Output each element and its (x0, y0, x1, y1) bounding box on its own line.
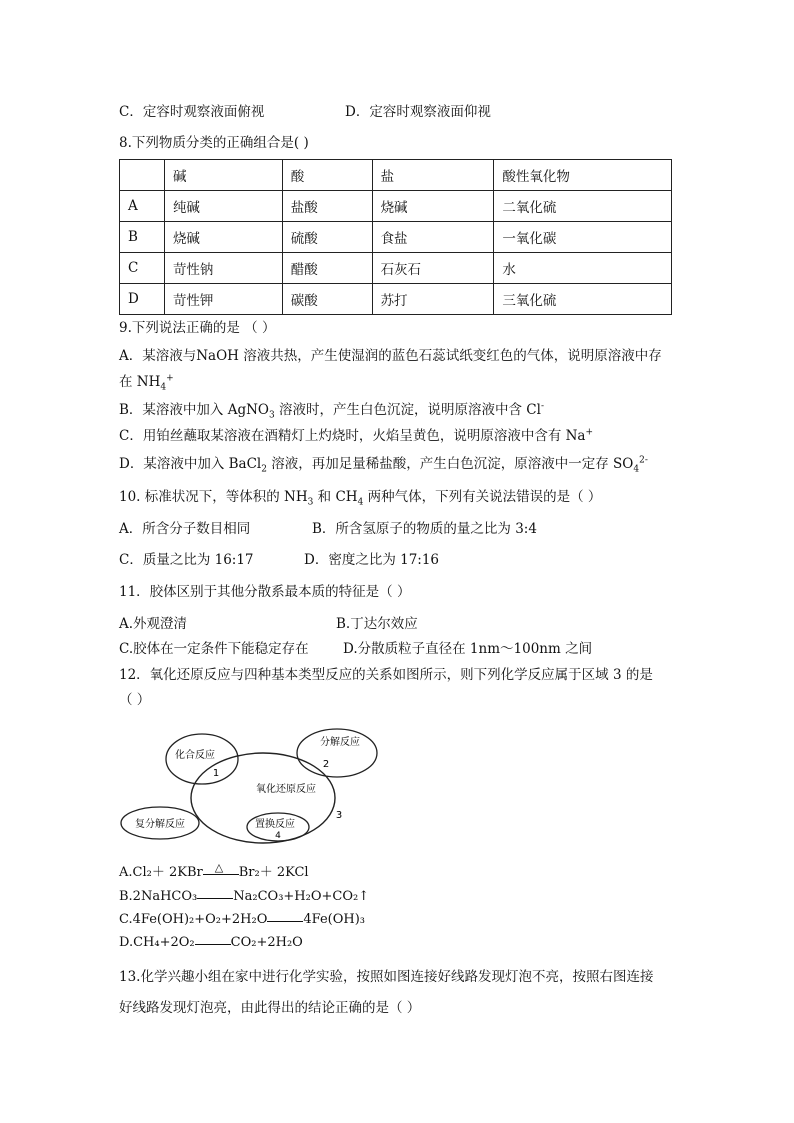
table-cell: 苏打 (372, 284, 494, 315)
subscript: 3 (307, 497, 314, 508)
q11-stem: 11．胶体区别于其他分散系最本质的特征是（ ） (119, 584, 411, 600)
subscript: 3 (268, 410, 275, 421)
q7-option-c: C．定容时观察液面俯视 (119, 104, 265, 120)
text: 两种气体，下列有关说法错误的是（ ） (363, 489, 602, 505)
table-cell: 硫酸 (282, 222, 372, 253)
table-row (120, 253, 672, 284)
table-cell: 醋酸 (282, 253, 372, 284)
table-cell: C (120, 253, 165, 284)
table-cell: 石灰石 (372, 253, 494, 284)
table-cell: D (120, 284, 165, 315)
subscript: 4 (357, 497, 364, 508)
table-cell: 水 (494, 253, 672, 284)
equation-products: CO₂+2H₂O (230, 935, 303, 950)
table-cell: 苛性钾 (164, 284, 282, 315)
q7-option-d: D．定容时观察液面仰视 (345, 104, 491, 120)
heat-condition: △ (214, 860, 224, 874)
table-cell: 盐酸 (282, 191, 372, 222)
reaction-arrow (203, 860, 239, 879)
table-cell: 烧碱 (372, 191, 494, 222)
table-header-cell: 碱 (164, 160, 282, 191)
text: 在 NH (119, 374, 161, 390)
q8-stem: 8.下列物质分类的正确组合是( ) (119, 135, 309, 151)
text: C．用铂丝蘸取某溶液在酒精灯上灼烧时，火焰呈黄色，说明原溶液中含有 Na (119, 428, 586, 444)
equation-reactants: D.CH₄+2O₂ (119, 935, 195, 950)
label-double-decomposition: 复分解反应 (135, 819, 185, 830)
q11-option-c: C.胶体在一定条件下能稳定存在 (119, 641, 309, 657)
q11-option-b: B.丁达尔效应 (336, 616, 418, 632)
table-header-cell: 酸 (282, 160, 372, 191)
text: 溶液时，产生白色沉淀，说明原溶液中含 Cl (274, 402, 541, 418)
label-combination: 化合反应 (175, 750, 215, 761)
equation-products: 4Fe(OH)₃ (303, 912, 365, 927)
q9-option-d (119, 454, 648, 474)
region-3-label: 3 (335, 810, 343, 821)
table-cell: 烧碱 (164, 222, 282, 253)
q12-option-c (119, 910, 365, 930)
region-1-label: 1 (212, 768, 220, 779)
q10-option-a: A．所含分子数目相同 (119, 521, 251, 537)
q13-stem: 13.化学兴趣小组在家中进行化学实验，按照如图连接好线路发现灯泡不亮，按照右图连接 (119, 969, 654, 985)
text: 溶液，再加足量稀盐酸，产生白色沉淀，原溶液中一定存 SO (266, 456, 634, 472)
table-row (120, 191, 672, 222)
text: D．某溶液中加入 BaCl (119, 456, 262, 472)
text: 10. 标准状况下，等体积的 NH (119, 489, 308, 505)
equation-products: Na₂CO₃+H₂O+CO₂↑ (233, 889, 370, 904)
subscript: 4 (160, 382, 167, 393)
q9-option-a: A．某溶液与NaOH 溶液共热，产生使湿润的蓝色石蕊试纸变红色的气体，说明原溶液中存 (119, 348, 662, 364)
subscript: 4 (633, 464, 640, 475)
reaction-arrow (195, 937, 231, 949)
q10-option-c: C．质量之比为 16:17 (119, 552, 254, 568)
text: 和 CH (313, 489, 358, 505)
table-header-row (120, 160, 672, 191)
table-cell: 三氧化硫 (494, 284, 672, 315)
q11-option-d: D.分散质粒子直径在 1nm～100nm 之间 (343, 641, 593, 657)
subscript: 2 (261, 464, 267, 475)
table-cell: A (120, 191, 165, 222)
q12-stem-cont: （ ） (119, 692, 151, 708)
q10-stem (119, 487, 601, 507)
q12-option-a (119, 860, 309, 883)
equation-reactants: B.2NaHCO₃ (119, 889, 198, 904)
table-cell: 苛性钠 (164, 253, 282, 284)
label-redox: 氧化还原反应 (256, 784, 316, 795)
label-displacement: 置换反应 (255, 819, 295, 830)
table-row (120, 222, 672, 253)
reaction-arrow (197, 891, 233, 903)
q12-option-d (119, 933, 303, 953)
table-header-cell: 酸性氧化物 (494, 160, 672, 191)
q12-stem: 12．氧化还原反应与四种基本类型反应的关系如图所示，则下列化学反应属于区域 3 的是 (119, 667, 653, 683)
q9-option-b (119, 400, 544, 420)
table-cell: B (120, 222, 165, 253)
region-4-label: 4 (275, 831, 281, 841)
equation-products: Br₂＋ 2KCl (238, 865, 309, 880)
table-header-cell: 盐 (372, 160, 494, 191)
table-header-cell (120, 160, 165, 191)
superscript: + (166, 373, 174, 384)
reaction-relationship-diagram (119, 728, 394, 848)
table-cell: 碳酸 (282, 284, 372, 315)
table-cell: 二氧化硫 (494, 191, 672, 222)
classification-table (119, 159, 672, 315)
q11-option-a: A.外观澄清 (119, 616, 188, 632)
table-cell: 一氧化碳 (494, 222, 672, 253)
table-cell: 纯碱 (164, 191, 282, 222)
table-row (120, 284, 672, 315)
q12-option-b (119, 887, 369, 907)
reaction-arrow (267, 914, 303, 926)
region-2-label: 2 (322, 759, 330, 770)
q13-stem-cont: 好线路发现灯泡亮，由此得出的结论正确的是（ ） (119, 1000, 421, 1016)
superscript: - (540, 401, 544, 412)
superscript: + (585, 427, 594, 438)
q10-option-d: D．密度之比为 17:16 (304, 552, 440, 568)
superscript: 2- (639, 455, 648, 466)
table-cell: 食盐 (372, 222, 494, 253)
q9-stem: 9.下列说法正确的是 （ ） (119, 320, 276, 336)
text: B．某溶液中加入 AgNO (119, 402, 269, 418)
equation-reactants: A.Cl₂＋ 2KBr (119, 865, 203, 880)
label-decomposition: 分解反应 (320, 737, 360, 748)
q10-option-b: B．所含氢原子的物质的量之比为 3:4 (312, 521, 537, 537)
equation-reactants: C.4Fe(OH)₂+O₂+2H₂O (119, 912, 268, 927)
q9-option-c (119, 426, 593, 446)
q9-option-a-cont (119, 372, 174, 392)
